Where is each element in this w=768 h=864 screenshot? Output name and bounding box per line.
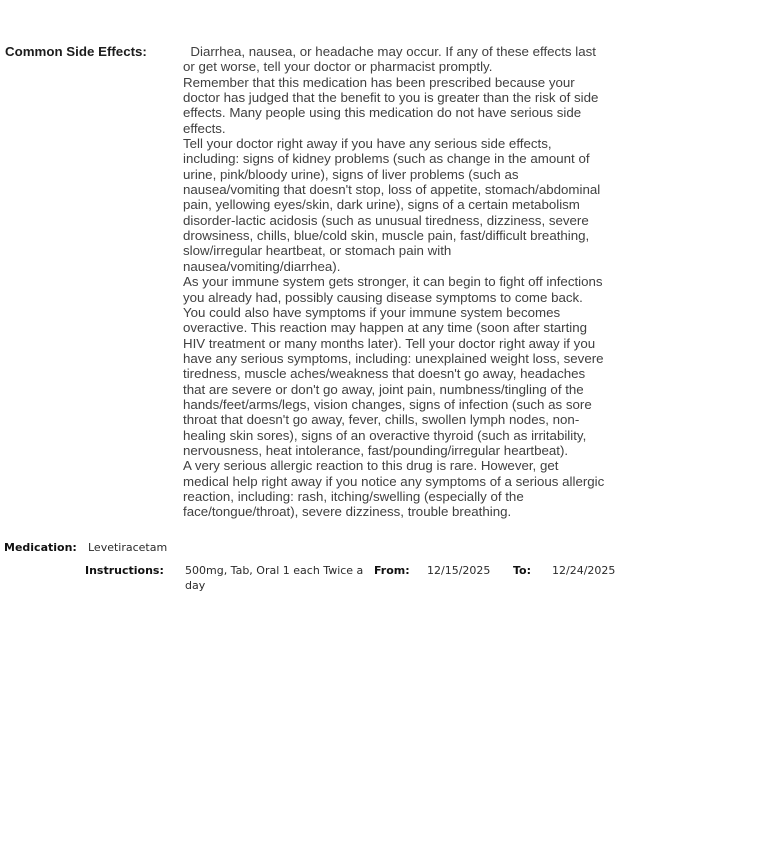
to-date-label: To:	[513, 564, 531, 577]
text-line: medical help right away if you notice any symptoms of a serious allergic	[183, 473, 605, 489]
text-line: disorder-lactic acidosis (such as unusual tiredness, dizziness, severe	[183, 212, 589, 228]
text-line: As your immune system gets stronger, it can begin to fight off infections	[183, 274, 603, 290]
text-line: nervousness, heat intolerance, fast/pounding/irregular heartbeat).	[183, 442, 569, 458]
text-line: doctor has judged that the benefit to you is greater than the risk of side	[183, 90, 599, 106]
text-line: nausea/vomiting that doesn't stop, loss of appetite, stomach/abdominal	[183, 182, 601, 198]
text-line: you already had, possibly causing disease symptoms to come back.	[183, 289, 583, 305]
text-line: slow/irregular heartbeat, or stomach pain with	[183, 243, 452, 259]
medication-value: Levetiracetam	[88, 541, 168, 554]
text-line: effects. Many people using this medication do not have serious side	[183, 105, 582, 121]
text-line: effects.	[183, 120, 226, 136]
from-date-label: From:	[374, 564, 410, 577]
text-line: urine, pink/bloody urine), signs of liver problems (such as	[183, 166, 519, 182]
common-side-effects-text	[183, 44, 643, 520]
text-line: have any serious symptoms, including: unexplained weight loss, severe	[183, 350, 604, 366]
instructions-value: 500mg, Tab, Oral 1 each Twice a day	[185, 564, 364, 592]
text-line: tiredness, muscle aches/weakness that doesn't go away, headaches	[183, 366, 586, 382]
to-date-value: 12/24/2025	[552, 564, 616, 577]
text-line: throat that doesn't go away, fever, chills, swollen lymph nodes, non-	[183, 412, 580, 428]
text-line: pain, yellowing eyes/skin, dark urine), signs of a certain metabolism	[183, 197, 580, 213]
text-line: drowsiness, chills, blue/cold skin, muscle pain, fast/difficult breathing,	[183, 228, 590, 244]
text-line: You could also have symptoms if your immune system becomes	[183, 304, 561, 320]
from-date-value: 12/15/2025	[427, 564, 491, 577]
text-line: Diarrhea, nausea, or headache may occur. If any of these effects last	[183, 44, 596, 59]
text-line: or get worse, tell your doctor or pharmacist promptly.	[183, 59, 493, 75]
text-line: including: signs of kidney problems (such as change in the amount of	[183, 151, 590, 167]
text-line: hands/feet/arms/legs, vision changes, signs of infection (such as sore	[183, 396, 592, 412]
text-line: Tell your doctor right away if you have any serious side effects,	[183, 136, 552, 152]
text-line: overactive. This reaction may happen at any time (soon after starting	[183, 320, 588, 336]
medication-label: Medication:	[4, 541, 77, 554]
text-line: nausea/vomiting/diarrhea).	[183, 258, 341, 274]
text-line: reaction, including: rash, itching/swelling (especially of the	[183, 488, 524, 504]
common-side-effects-label: Common Side Effects:	[5, 44, 147, 59]
text-line: healing skin sores), signs of an overactive thyroid (such as irritability,	[183, 427, 587, 443]
text-line: that are severe or don't go away, joint pain, numbness/tingling of the	[183, 381, 584, 397]
text-line: face/tongue/throat), severe dizziness, trouble breathing.	[183, 504, 512, 520]
text-line: Remember that this medication has been prescribed because your	[183, 74, 575, 90]
instructions-label: Instructions:	[85, 564, 164, 577]
text-line: A very serious allergic reaction to this drug is rare. However, get	[183, 458, 559, 474]
text-line: HIV treatment or many months later). Tell your doctor right away if you	[183, 335, 596, 351]
